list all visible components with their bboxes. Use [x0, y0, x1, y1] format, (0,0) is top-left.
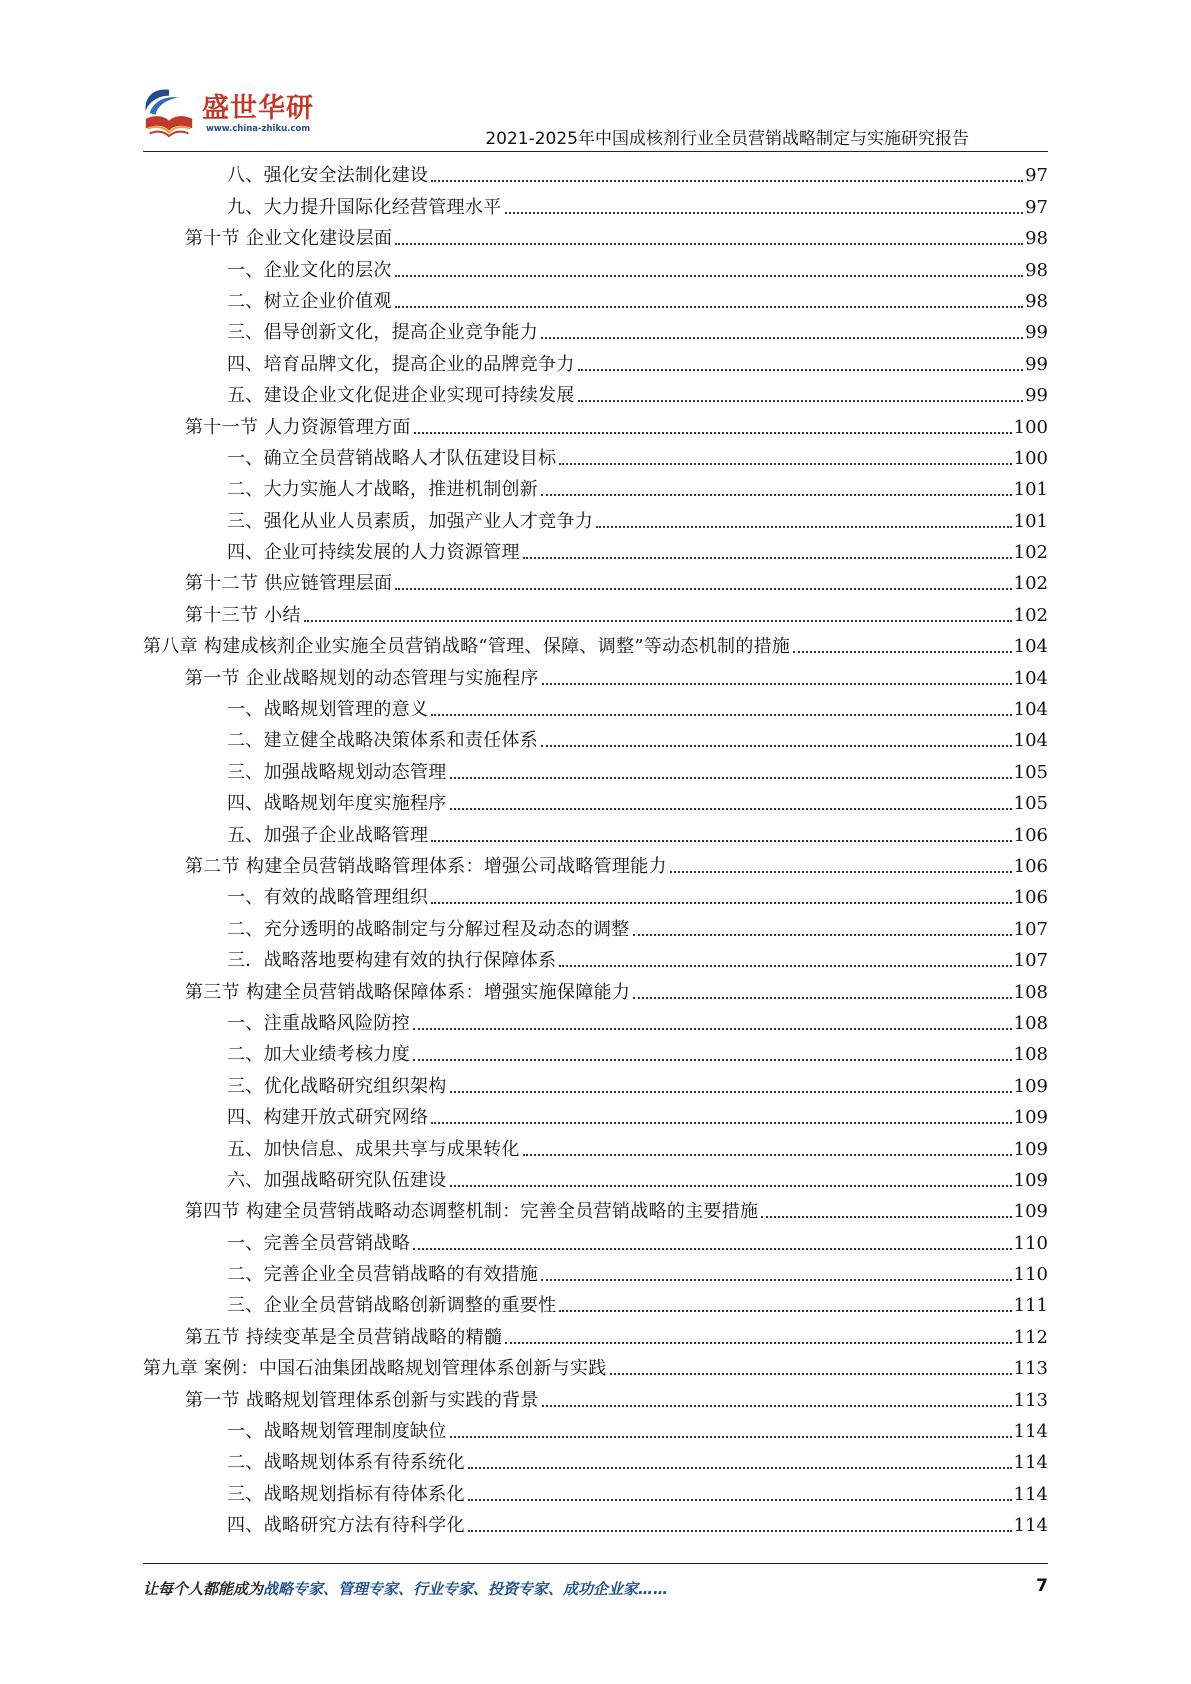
toc-dot-leader — [413, 1028, 1012, 1030]
toc-entry-page: 99 — [1025, 385, 1048, 407]
report-title: 2021-2025年中国成核剂行业全员营销战略制定与实施研究报告 — [485, 129, 969, 149]
toc-entry-label: 二、大力实施人才战略，推进机制创新 — [227, 479, 539, 501]
toc-subsection-entry[interactable] — [143, 535, 1048, 566]
toc-subsection-entry[interactable] — [143, 754, 1048, 785]
toc-entry-page: 98 — [1025, 259, 1048, 281]
toc-dot-leader — [395, 306, 1023, 308]
toc-subsection-entry[interactable] — [143, 786, 1048, 817]
toc-entry-label: 第一节 企业战略规划的动态管理与实施程序 — [185, 667, 539, 689]
toc-entry-label: 四、构建开放式研究网络 — [227, 1107, 429, 1129]
toc-subsection-entry[interactable] — [143, 1131, 1048, 1162]
toc-dot-leader — [468, 1530, 1012, 1532]
toc-entry-page: 106 — [1013, 855, 1048, 877]
book-logo-icon — [140, 84, 198, 142]
toc-subsection-entry[interactable] — [143, 158, 1048, 189]
toc-subsection-entry[interactable] — [143, 1100, 1048, 1131]
toc-entry-page: 98 — [1025, 290, 1048, 312]
toc-subsection-entry[interactable] — [143, 346, 1048, 377]
toc-entry-page: 97 — [1025, 196, 1048, 218]
toc-dot-leader — [395, 275, 1023, 277]
toc-subsection-entry[interactable] — [143, 1508, 1048, 1539]
toc-entry-page: 113 — [1013, 1389, 1048, 1411]
toc-subsection-entry[interactable] — [143, 1163, 1048, 1194]
toc-entry-page: 102 — [1013, 604, 1048, 626]
slogan-highlight: 战略专家、管理专家、行业专家、投资专家、成功企业家…… — [263, 1580, 669, 1598]
toc-section-entry[interactable] — [143, 566, 1048, 597]
toc-subsection-entry[interactable] — [143, 880, 1048, 911]
toc-subsection-entry[interactable] — [143, 1414, 1048, 1445]
toc-subsection-entry[interactable] — [143, 692, 1048, 723]
toc-dot-leader — [468, 1467, 1012, 1469]
toc-entry-label: 九、大力提升国际化经营管理水平 — [227, 196, 502, 218]
toc-entry-page: 106 — [1013, 887, 1048, 909]
toc-entry-label: 五、加强子企业战略管理 — [227, 824, 429, 846]
toc-dot-leader — [505, 212, 1024, 214]
toc-section-entry[interactable] — [143, 660, 1048, 691]
slogan-prefix: 让每个人都能成为 — [143, 1580, 264, 1598]
toc-subsection-entry[interactable] — [143, 911, 1048, 942]
toc-section-entry[interactable] — [143, 1319, 1048, 1350]
toc-entry-page: 111 — [1013, 1295, 1048, 1317]
toc-entry-page: 102 — [1013, 542, 1048, 564]
toc-section-entry[interactable] — [143, 1194, 1048, 1225]
toc-entry-label: 二、战略规划体系有待系统化 — [227, 1452, 465, 1474]
toc-entry-label: 一、注重战略风险防控 — [227, 1012, 410, 1034]
toc-entry-page: 100 — [1013, 416, 1048, 438]
toc-subsection-entry[interactable] — [143, 378, 1048, 409]
toc-entry-label: 三、战略规划指标有待体系化 — [227, 1483, 465, 1505]
toc-entry-label: 第十二节 供应链管理层面 — [185, 573, 393, 595]
toc-dot-leader — [523, 1154, 1012, 1156]
toc-entry-page: 101 — [1013, 479, 1048, 501]
toc-dot-leader — [468, 1499, 1012, 1501]
toc-entry-page: 104 — [1013, 667, 1048, 689]
toc-entry-page: 105 — [1013, 761, 1048, 783]
toc-entry-label: 第一节 战略规划管理体系创新与实践的背景 — [185, 1389, 539, 1411]
toc-dot-leader — [431, 180, 1023, 182]
toc-dot-leader — [793, 651, 1011, 653]
toc-section-entry[interactable] — [143, 849, 1048, 880]
toc-entry-page: 113 — [1013, 1358, 1048, 1380]
toc-dot-leader — [542, 683, 1012, 685]
toc-entry-page: 98 — [1025, 228, 1048, 250]
toc-entry-page: 105 — [1013, 793, 1048, 815]
toc-subsection-entry[interactable] — [143, 1037, 1048, 1068]
toc-chapter-entry[interactable] — [143, 1351, 1048, 1382]
toc-subsection-entry[interactable] — [143, 503, 1048, 534]
toc-subsection-entry[interactable] — [143, 1288, 1048, 1319]
toc-entry-page: 99 — [1025, 322, 1048, 344]
toc-entry-page: 109 — [1013, 1169, 1048, 1191]
toc-entry-label: 四、企业可持续发展的人力资源管理 — [227, 542, 520, 564]
toc-entry-label: 一、企业文化的层次 — [227, 259, 392, 281]
header-divider — [143, 151, 1048, 152]
toc-subsection-entry[interactable] — [143, 189, 1048, 220]
toc-entry-label: 第八章 构建成核剂企业实施全员营销战略“管理、保障、调整”等动态机制的措施 — [143, 636, 791, 658]
toc-entry-label: 第九章 案例：中国石油集团战略规划管理体系创新与实践 — [143, 1358, 607, 1380]
footer-slogan — [143, 1578, 668, 1599]
toc-dot-leader — [431, 1122, 1011, 1124]
toc-dot-leader — [633, 934, 1012, 936]
toc-entry-label: 四、战略研究方法有待科学化 — [227, 1515, 465, 1537]
toc-entry-page: 101 — [1013, 510, 1048, 532]
toc-entry-label: 第三节 构建全员营销战略保障体系：增强实施保障能力 — [185, 981, 631, 1003]
toc-entry-page: 108 — [1013, 1012, 1048, 1034]
toc-entry-label: 三．战略落地要构建有效的执行保障体系 — [227, 950, 557, 972]
toc-subsection-entry[interactable] — [143, 1225, 1048, 1256]
toc-entry-page: 100 — [1013, 447, 1048, 469]
toc-entry-page: 108 — [1013, 1044, 1048, 1066]
toc-entry-page: 114 — [1013, 1515, 1048, 1537]
toc-section-entry[interactable] — [143, 221, 1048, 252]
toc-dot-leader — [505, 1342, 1012, 1344]
toc-entry-page: 112 — [1013, 1326, 1048, 1348]
toc-entry-page: 108 — [1013, 981, 1048, 1003]
company-logo — [140, 80, 314, 150]
toc-entry-page: 110 — [1013, 1264, 1048, 1286]
toc-dot-leader — [413, 1059, 1012, 1061]
toc-entry-page: 97 — [1025, 165, 1048, 187]
logo-url: www.china-zhiku.com — [206, 124, 311, 134]
toc-entry-page: 109 — [1013, 1138, 1048, 1160]
toc-subsection-entry[interactable] — [143, 252, 1048, 283]
toc-dot-leader — [542, 1405, 1012, 1407]
toc-dot-leader — [450, 777, 1012, 779]
toc-entry-page: 107 — [1013, 918, 1048, 940]
toc-entry-page: 114 — [1013, 1421, 1048, 1443]
toc-entry-page: 109 — [1013, 1201, 1048, 1223]
toc-dot-leader — [450, 1185, 1012, 1187]
toc-dot-leader — [395, 243, 1023, 245]
toc-subsection-entry[interactable] — [143, 1257, 1048, 1288]
logo-title: 盛世华研 — [202, 93, 314, 124]
page-number: 7 — [1036, 1576, 1048, 1596]
page-header — [0, 0, 1191, 155]
toc-entry-label: 三、倡导创新文化，提高企业竞争能力 — [227, 322, 539, 344]
toc-entry-page: 114 — [1013, 1452, 1048, 1474]
toc-entry-label: 二、加大业绩考核力度 — [227, 1044, 410, 1066]
toc-subsection-entry[interactable] — [143, 1006, 1048, 1037]
toc-subsection-entry[interactable] — [143, 817, 1048, 848]
toc-dot-leader — [670, 871, 1012, 873]
toc-dot-leader — [431, 902, 1011, 904]
toc-dot-leader — [541, 745, 1012, 747]
toc-dot-leader — [304, 620, 1012, 622]
toc-entry-label: 三、强化从业人员素质，加强产业人才竞争力 — [227, 510, 593, 532]
toc-entry-label: 一、战略规划管理制度缺位 — [227, 1421, 447, 1443]
toc-entry-label: 第十节 企业文化建设层面 — [185, 228, 393, 250]
toc-entry-label: 五、加快信息、成果共享与成果转化 — [227, 1138, 520, 1160]
toc-dot-leader — [559, 463, 1011, 465]
toc-entry-label: 二、建立健全战略决策体系和责任体系 — [227, 730, 539, 752]
toc-subsection-entry[interactable] — [143, 315, 1048, 346]
toc-dot-leader — [610, 1373, 1012, 1375]
toc-entry-label: 三、企业全员营销战略创新调整的重要性 — [227, 1295, 557, 1317]
toc-subsection-entry[interactable] — [143, 284, 1048, 315]
toc-entry-label: 三、优化战略研究组织架构 — [227, 1075, 447, 1097]
toc-entry-label: 第五节 持续变革是全员营销战略的精髓 — [185, 1326, 503, 1348]
toc-entry-page: 99 — [1025, 353, 1048, 375]
toc-entry-label: 四、战略规划年度实施程序 — [227, 793, 447, 815]
toc-dot-leader — [578, 400, 1023, 402]
toc-entry-label: 八、强化安全法制化建设 — [227, 165, 429, 187]
toc-entry-page: 109 — [1013, 1075, 1048, 1097]
toc-entry-label: 五、建设企业文化促进企业实现可持续发展 — [227, 385, 575, 407]
toc-entry-page: 110 — [1013, 1232, 1048, 1254]
toc-chapter-entry[interactable] — [143, 629, 1048, 660]
toc-entry-page: 104 — [1013, 636, 1048, 658]
toc-dot-leader — [559, 965, 1011, 967]
toc-entry-label: 三、加强战略规划动态管理 — [227, 761, 447, 783]
toc-section-entry[interactable] — [143, 409, 1048, 440]
toc-dot-leader — [395, 588, 1011, 590]
toc-entry-label: 第二节 构建全员营销战略管理体系：增强公司战略管理能力 — [185, 855, 667, 877]
toc-dot-leader — [578, 369, 1023, 371]
toc-entry-label: 四、培育品牌文化，提高企业的品牌竞争力 — [227, 353, 575, 375]
toc-entry-label: 二、树立企业价值观 — [227, 290, 392, 312]
toc-entry-page: 114 — [1013, 1483, 1048, 1505]
toc-dot-leader — [414, 432, 1012, 434]
table-of-contents — [143, 158, 1048, 1539]
toc-subsection-entry[interactable] — [143, 1068, 1048, 1099]
page-footer — [143, 1576, 1048, 1606]
footer-divider — [143, 1563, 1048, 1564]
toc-dot-leader — [431, 840, 1011, 842]
toc-entry-page: 104 — [1013, 730, 1048, 752]
toc-dot-leader — [413, 1248, 1012, 1250]
toc-subsection-entry[interactable] — [143, 441, 1048, 472]
toc-dot-leader — [541, 494, 1012, 496]
toc-subsection-entry[interactable] — [143, 943, 1048, 974]
toc-dot-leader — [596, 526, 1012, 528]
toc-dot-leader — [541, 1279, 1012, 1281]
toc-entry-label: 二、充分透明的战略制定与分解过程及动态的调整 — [227, 918, 630, 940]
toc-section-entry[interactable] — [143, 1382, 1048, 1413]
toc-entry-label: 第十三节 小结 — [185, 604, 301, 626]
toc-entry-page: 102 — [1013, 573, 1048, 595]
toc-entry-page: 106 — [1013, 824, 1048, 846]
toc-section-entry[interactable] — [143, 597, 1048, 628]
toc-entry-label: 一、有效的战略管理组织 — [227, 887, 429, 909]
toc-dot-leader — [523, 557, 1012, 559]
toc-entry-label: 一、确立全员营销战略人才队伍建设目标 — [227, 447, 557, 469]
toc-dot-leader — [450, 1436, 1012, 1438]
toc-dot-leader — [541, 337, 1023, 339]
toc-entry-label: 二、完善企业全员营销战略的有效措施 — [227, 1264, 539, 1286]
toc-entry-label: 一、完善全员营销战略 — [227, 1232, 410, 1254]
toc-subsection-entry[interactable] — [143, 1476, 1048, 1507]
toc-entry-label: 第四节 构建全员营销战略动态调整机制：完善全员营销战略的主要措施 — [185, 1201, 759, 1223]
toc-entry-page: 109 — [1013, 1107, 1048, 1129]
toc-dot-leader — [559, 1310, 1011, 1312]
toc-entry-label: 六、加强战略研究队伍建设 — [227, 1169, 447, 1191]
toc-section-entry[interactable] — [143, 974, 1048, 1005]
toc-subsection-entry[interactable] — [143, 472, 1048, 503]
toc-dot-leader — [431, 714, 1011, 716]
toc-dot-leader — [450, 808, 1012, 810]
toc-entry-page: 104 — [1013, 699, 1048, 721]
toc-subsection-entry[interactable] — [143, 1445, 1048, 1476]
toc-dot-leader — [450, 1091, 1012, 1093]
toc-dot-leader — [633, 997, 1011, 999]
toc-entry-label: 第十一节 人力资源管理方面 — [185, 416, 411, 438]
toc-entry-label: 一、战略规划管理的意义 — [227, 699, 429, 721]
toc-dot-leader — [761, 1216, 1011, 1218]
toc-entry-page: 107 — [1013, 950, 1048, 972]
toc-subsection-entry[interactable] — [143, 723, 1048, 754]
